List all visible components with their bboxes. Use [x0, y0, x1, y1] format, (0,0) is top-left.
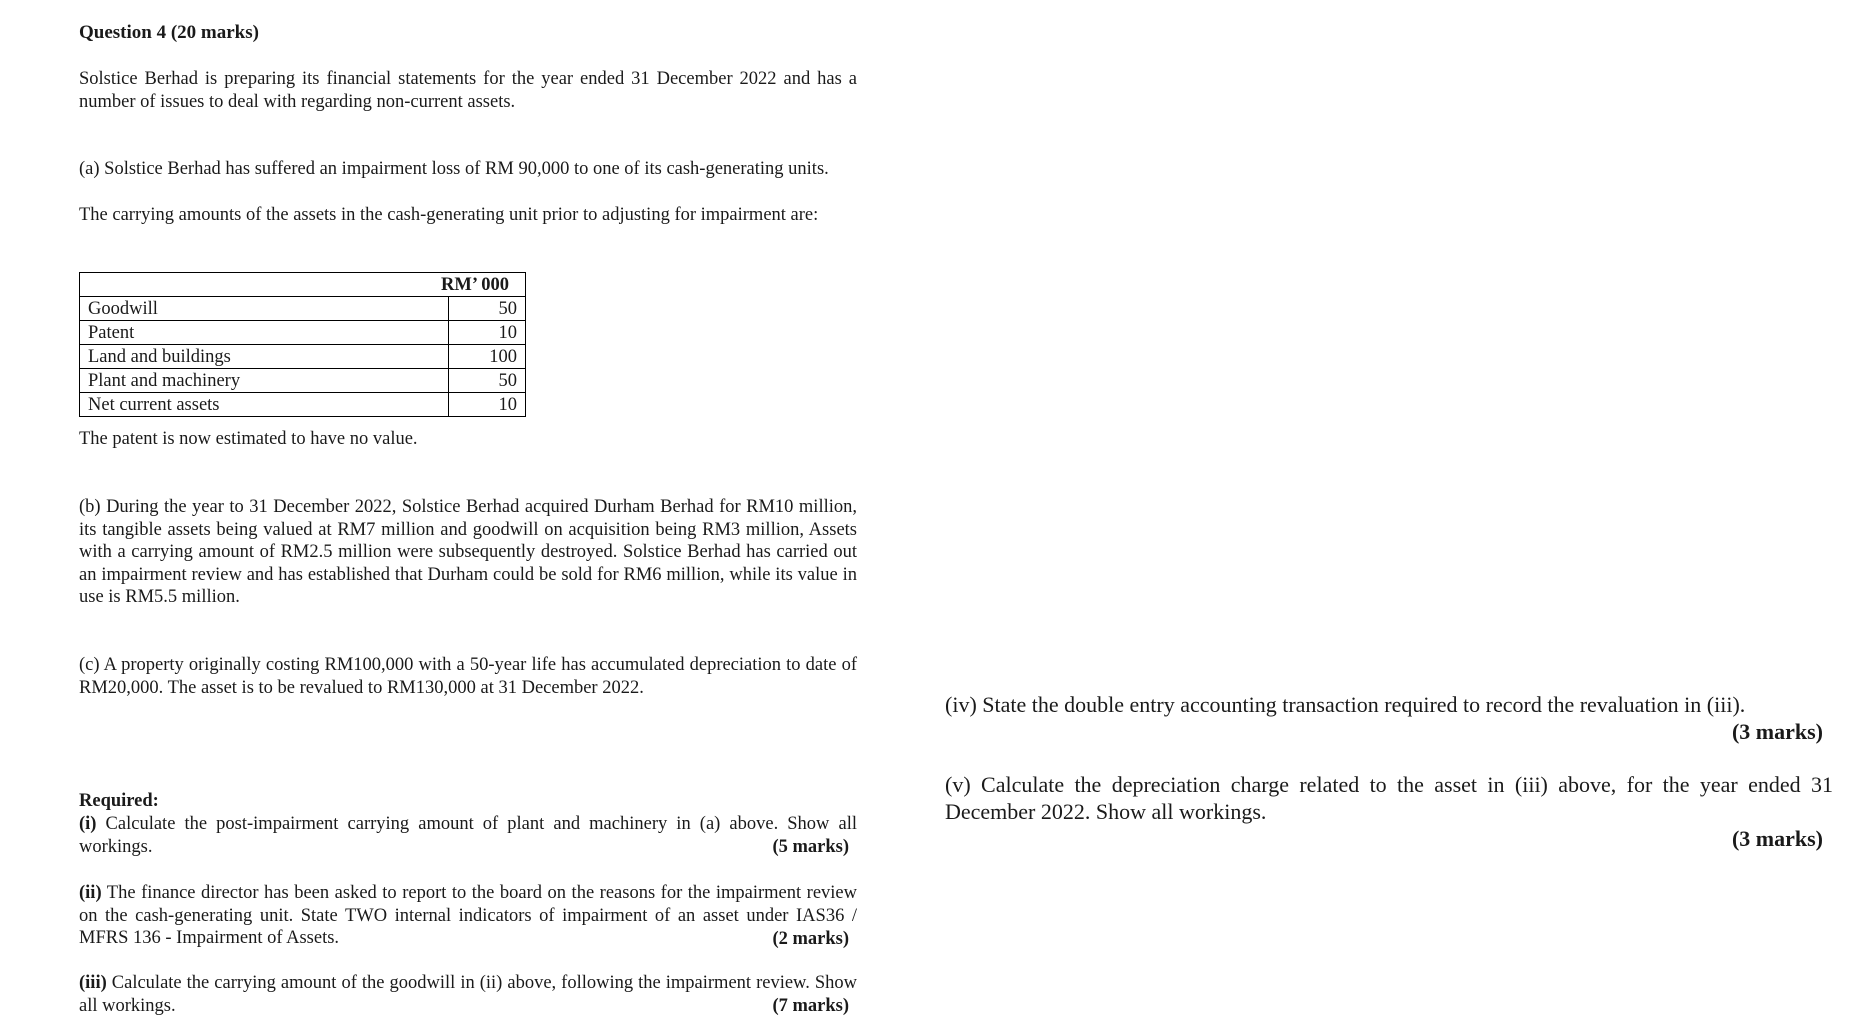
table-row: [80, 369, 526, 393]
item-number: (ii): [79, 883, 102, 903]
marks-row-iii: [79, 995, 849, 1018]
assets-table-header-row: [80, 273, 526, 297]
question-title: Question 4 (20 marks): [79, 22, 259, 43]
item-number: (iii): [79, 973, 107, 993]
marks-label: (3 marks): [1731, 719, 1823, 744]
part-c-text: (c) A property originally costing RM100,000 with a 50-year life has accumulated depreciation to date of RM20,000. The asset is to be revalued to RM130,000 at 31 December 2022.: [79, 655, 857, 698]
asset-value: 10: [449, 393, 526, 417]
marks-label: (7 marks): [772, 996, 849, 1016]
required-item-v: (v) Calculate the depreciation charge related to the asset in (iii) above, for the year ended 31 December 2022. Show all workings.: [945, 772, 1833, 824]
table-row: [80, 321, 526, 345]
assets-table-wrapper: [79, 272, 526, 417]
table-row: [80, 393, 526, 417]
item-text: Calculate the post-impairment carrying amount of plant and machinery in (a) above. Show all workings.: [79, 814, 857, 857]
part-a-text: (a) Solstice Berhad has suffered an impairment loss of RM 90,000 to one of its cash-generating units.: [79, 159, 829, 179]
asset-value: 10: [449, 321, 526, 345]
asset-label: Net current assets: [80, 393, 449, 417]
table-row: [80, 345, 526, 369]
part-b-text: (b) During the year to 31 December 2022, Solstice Berhad acquired Durham Berhad for RM10 million, its tangible assets being valued at RM7 million and goodwill on acquisition being RM3 million, Assets with a carrying amount of RM2.5 million were subsequently destroyed. Solstice Berhad has carried out an impairment review and has established that Durham could be sold for RM6 million, while its value in use is RM5.5 million.: [79, 497, 857, 607]
required-item-iv: (iv) State the double entry accounting transaction required to record the revaluation in (iii).: [945, 692, 1746, 717]
marks-label: (5 marks): [772, 837, 849, 857]
asset-label: Plant and machinery: [80, 369, 449, 393]
marks-row-iv: [945, 718, 1823, 745]
item-text: The finance director has been asked to report to the board on the reasons for the impairment review on the cash-generating unit. State TWO internal indicators of impairment of an asset under IAS36 / MFRS 136 - Impairment of Assets.: [79, 883, 857, 948]
required-heading: Required:: [79, 791, 159, 811]
asset-label: Land and buildings: [80, 345, 449, 369]
marks-label: (2 marks): [772, 929, 849, 949]
marks-label: (3 marks): [1731, 826, 1823, 851]
question-intro: Solstice Berhad is preparing its financial statements for the year ended 31 December 2022 and has a number of issues to deal with regarding non-current assets.: [79, 69, 857, 112]
asset-label: Patent: [80, 321, 449, 345]
table-row: [80, 297, 526, 321]
part-a-text-2: The carrying amounts of the assets in the cash-generating unit prior to adjusting for impairment are:: [79, 205, 819, 225]
marks-row-v: [945, 825, 1823, 852]
marks-row-ii: [79, 928, 849, 951]
asset-label: Goodwill: [80, 297, 449, 321]
item-number: (i): [79, 814, 97, 834]
asset-value: 100: [449, 345, 526, 369]
asset-value: 50: [449, 369, 526, 393]
asset-value: 50: [449, 297, 526, 321]
item-text: Calculate the carrying amount of the goodwill in (ii) above, following the impairment review. Show all workings.: [79, 973, 857, 1016]
marks-row-i: [79, 836, 849, 859]
assets-table: [79, 272, 526, 417]
assets-table-header: RM’ 000: [80, 273, 526, 297]
patent-note: The patent is now estimated to have no value.: [79, 429, 418, 449]
